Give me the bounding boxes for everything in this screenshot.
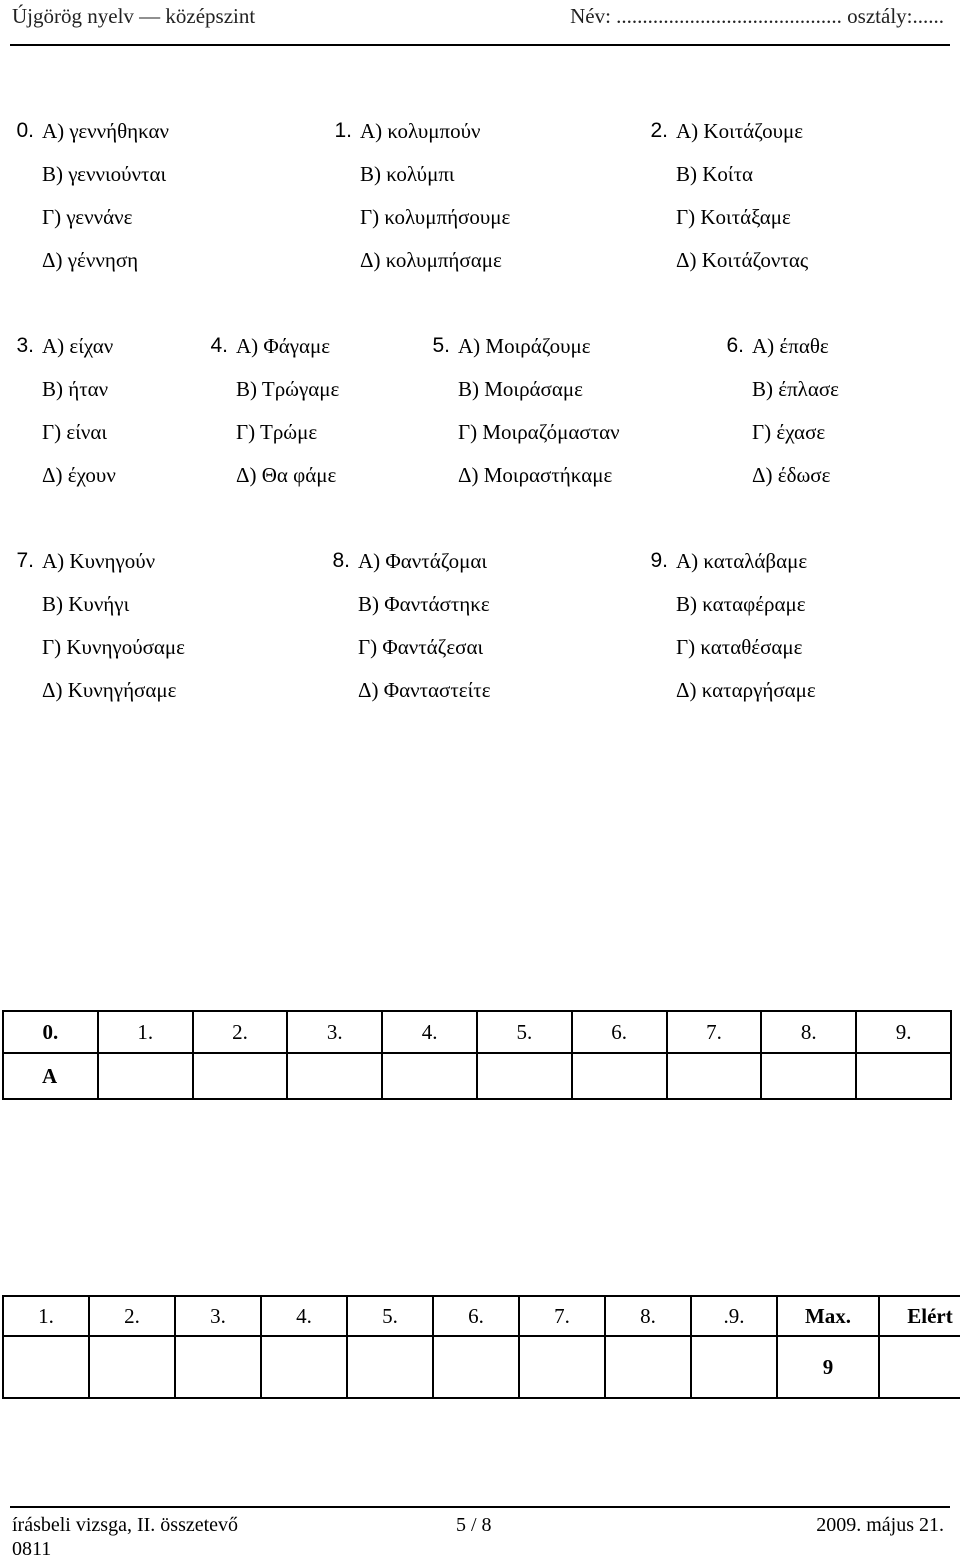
- footer-date: 2009. május 21.: [816, 1514, 944, 1536]
- answer-table-header-cell: 6.: [572, 1011, 667, 1053]
- answer-option: Α) είχαν: [42, 334, 114, 358]
- score-table-header-cell: 2.: [89, 1296, 175, 1336]
- answer-cell[interactable]: [98, 1053, 193, 1099]
- answer-option: Α) έπαθε: [752, 334, 829, 358]
- answer-cell[interactable]: [287, 1053, 382, 1099]
- answer-option: Δ) έχουν: [42, 463, 116, 487]
- answer-option: Γ) Κοιτάξαμε: [676, 205, 791, 229]
- question-number: 2.: [650, 119, 668, 142]
- score-cell: [519, 1336, 605, 1398]
- answer-table-header-cell: 2.: [193, 1011, 288, 1053]
- question-number: 9.: [650, 549, 668, 572]
- answer-option: Α) Φάγαμε: [236, 334, 331, 358]
- answer-cell[interactable]: [761, 1053, 856, 1099]
- answer-cell[interactable]: A: [3, 1053, 98, 1099]
- score-cell: [879, 1336, 960, 1398]
- answer-option: Δ) Κυνηγήσαμε: [42, 678, 177, 702]
- question-number: 5.: [432, 334, 450, 357]
- answer-table-header-cell: 3.: [287, 1011, 382, 1053]
- answer-option: Δ) γέννηση: [42, 248, 139, 272]
- score-table-header-cell: 6.: [433, 1296, 519, 1336]
- score-table-header-cell: 3.: [175, 1296, 261, 1336]
- answer-table-header-cell: 9.: [856, 1011, 951, 1053]
- question-number: 3.: [16, 334, 34, 357]
- answer-option: Γ) Φαντάζεσαι: [358, 635, 484, 659]
- answer-option: Β) ήταν: [42, 377, 109, 401]
- score-table-header-cell: 7.: [519, 1296, 605, 1336]
- question-number: 8.: [332, 549, 350, 572]
- answer-option: Β) Φαντάστηκε: [358, 592, 490, 616]
- score-cell: [261, 1336, 347, 1398]
- answer-cell[interactable]: [193, 1053, 288, 1099]
- answer-option: Γ) είναι: [42, 420, 107, 444]
- footer-code: 0811: [12, 1538, 52, 1560]
- footer-rule: [10, 1506, 950, 1508]
- answer-option: Δ) έδωσε: [752, 463, 831, 487]
- answer-option: Β) κολύμπι: [360, 162, 455, 186]
- answer-option: Γ) καταθέσαμε: [676, 635, 803, 659]
- answer-option: Δ) Μοιραστήκαμε: [458, 463, 613, 487]
- answer-option: Γ) γεννάνε: [42, 205, 133, 229]
- header-name-class: Név: ........................................... osztály:......: [570, 4, 944, 28]
- score-cell: [3, 1336, 89, 1398]
- score-cell: [691, 1336, 777, 1398]
- answer-option: Β) έπλασε: [752, 377, 839, 401]
- answer-option: Γ) Κυνηγούσαμε: [42, 635, 186, 659]
- answer-cell[interactable]: [667, 1053, 762, 1099]
- answer-option: Α) Κυνηγούν: [42, 549, 156, 573]
- header-subject: Újgörög nyelv — középszint: [12, 4, 256, 28]
- answer-cell[interactable]: [477, 1053, 572, 1099]
- answer-cell[interactable]: [572, 1053, 667, 1099]
- answer-option: Β) Κυνήγι: [42, 592, 130, 616]
- answer-option: Δ) Κοιτάζοντας: [676, 248, 809, 272]
- answer-option: Α) καταλάβαμε: [676, 549, 808, 573]
- score-table-header-cell: 5.: [347, 1296, 433, 1336]
- question-number: 6.: [726, 334, 744, 357]
- answer-cell[interactable]: [856, 1053, 951, 1099]
- answer-option: Β) Μοιράσαμε: [458, 377, 583, 401]
- answer-table: [2, 1010, 952, 1100]
- answer-option: Δ) κολυμπήσαμε: [360, 248, 502, 272]
- answer-option: Α) γεννήθηκαν: [42, 119, 170, 143]
- score-table-header-cell: Elért: [879, 1296, 960, 1336]
- score-cell: [89, 1336, 175, 1398]
- answer-cell[interactable]: [382, 1053, 477, 1099]
- score-cell: [605, 1336, 691, 1398]
- score-table-header-cell: Max.: [777, 1296, 879, 1336]
- question-number: 7.: [16, 549, 34, 572]
- answer-option: Α) Κοιτάζουμε: [676, 119, 804, 143]
- answer-option: Γ) κολυμπήσουμε: [360, 205, 511, 229]
- answer-option: Β) Τρώγαμε: [236, 377, 340, 401]
- header-rule: [10, 44, 950, 46]
- score-table-header-cell: 4.: [261, 1296, 347, 1336]
- answer-option: Β) γεννιούνται: [42, 162, 167, 186]
- answer-table-header-cell: 5.: [477, 1011, 572, 1053]
- score-table-header-cell: 1.: [3, 1296, 89, 1336]
- score-cell: [347, 1336, 433, 1398]
- answer-option: Γ) έχασε: [752, 420, 826, 444]
- score-cell: [175, 1336, 261, 1398]
- answer-table-header-cell: 4.: [382, 1011, 477, 1053]
- score-table: [2, 1295, 960, 1399]
- answer-option: Δ) Φανταστείτε: [358, 678, 491, 702]
- answer-option: Β) καταφέραμε: [676, 592, 806, 616]
- footer-page-number: 5 / 8: [456, 1514, 492, 1536]
- answer-table-header-cell: 0.: [3, 1011, 98, 1053]
- score-table-header-cell: .9.: [691, 1296, 777, 1336]
- answer-option: Γ) Μοιραζόμασταν: [458, 420, 620, 444]
- score-cell: [433, 1336, 519, 1398]
- answer-option: Β) Κοίτα: [676, 162, 754, 186]
- answer-option: Δ) καταργήσαμε: [676, 678, 816, 702]
- answer-option: Α) Μοιράζουμε: [458, 334, 591, 358]
- answer-option: Δ) Θα φάμε: [236, 463, 337, 487]
- answer-table-header-cell: 1.: [98, 1011, 193, 1053]
- footer-exam-part: írásbeli vizsga, II. összetevő: [12, 1514, 239, 1536]
- score-cell: 9: [777, 1336, 879, 1398]
- question-number: 4.: [210, 334, 228, 357]
- answer-option: Γ) Τρώμε: [236, 420, 318, 444]
- answer-table-header-cell: 8.: [761, 1011, 856, 1053]
- answer-option: Α) Φαντάζομαι: [358, 549, 488, 573]
- score-table-header-cell: 8.: [605, 1296, 691, 1336]
- question-number: 1.: [334, 119, 352, 142]
- question-number: 0.: [16, 119, 34, 142]
- answer-table-header-cell: 7.: [667, 1011, 762, 1053]
- answer-option: Α) κολυμπούν: [360, 119, 481, 143]
